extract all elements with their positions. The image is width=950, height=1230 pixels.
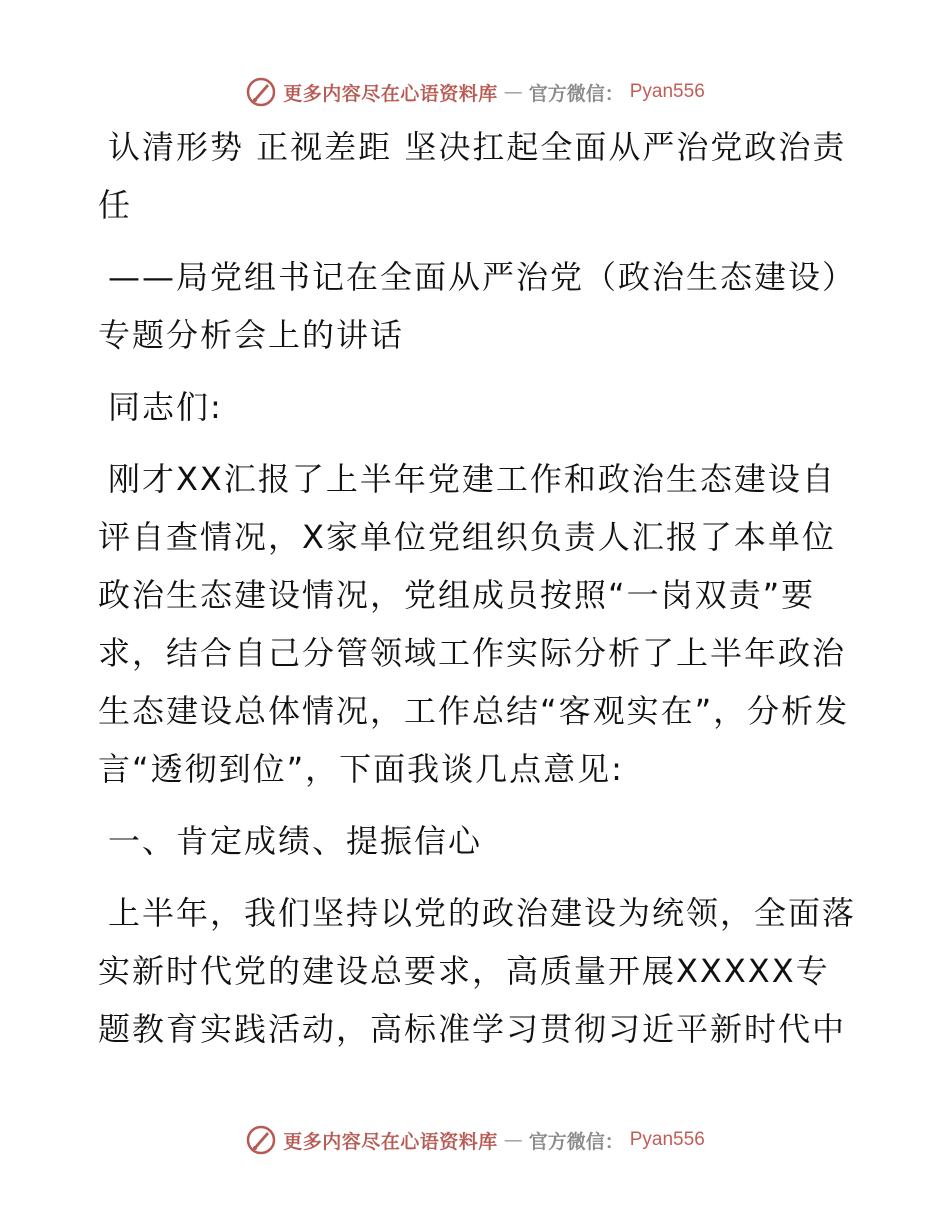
- watermark-separator: —: [503, 81, 523, 103]
- watermark-id: Pyan556: [629, 1129, 705, 1150]
- watermark-brand: 更多内容尽在心语资料库: [283, 82, 498, 105]
- watermark-separator: —: [503, 1129, 523, 1151]
- footer-watermark: [0, 1120, 950, 1160]
- section-paragraph: 上半年，我们坚持以党的政治建设为统领，全面落实新时代党的建设总要求，高质量开展XXXXX专题教育实践活动，高标准学习贯彻习近平新时代中: [98, 894, 857, 1048]
- document-title: 认清形势 正视差距 坚决扛起全面从严治党政治责任: [98, 128, 847, 224]
- section-heading: 一、肯定成绩、提振信心: [108, 822, 483, 860]
- watermark-id: Pyan556: [629, 81, 705, 102]
- watermark-label: 官方微信：: [528, 1130, 624, 1153]
- paragraph: 刚才XX汇报了上半年党建工作和政治生态建设自评自查情况，X家单位党组织负责人汇报了本单位政治生态建设情况，党组成员按照“一岗双责”要求，结合自己分管领域工作实际分析了上半年政治生态建设总体情况，工作总结“客观实在”，分析发言“透彻到位”，下面我谈几点意见:: [98, 460, 850, 788]
- document-subtitle: ——局党组书记在全面从严治党（政治生态建设）专题分析会上的讲话: [98, 258, 857, 354]
- quill-logo-icon: [245, 76, 277, 108]
- salutation: 同志们:: [108, 388, 223, 426]
- document-body: [98, 118, 858, 1058]
- watermark-brand: 更多内容尽在心语资料库: [283, 1130, 498, 1153]
- watermark-label: 官方微信：: [528, 82, 624, 105]
- watermark-inner: [245, 1124, 705, 1156]
- header-watermark: [0, 72, 950, 112]
- quill-logo-icon: [245, 1124, 277, 1156]
- watermark-inner: [245, 76, 705, 108]
